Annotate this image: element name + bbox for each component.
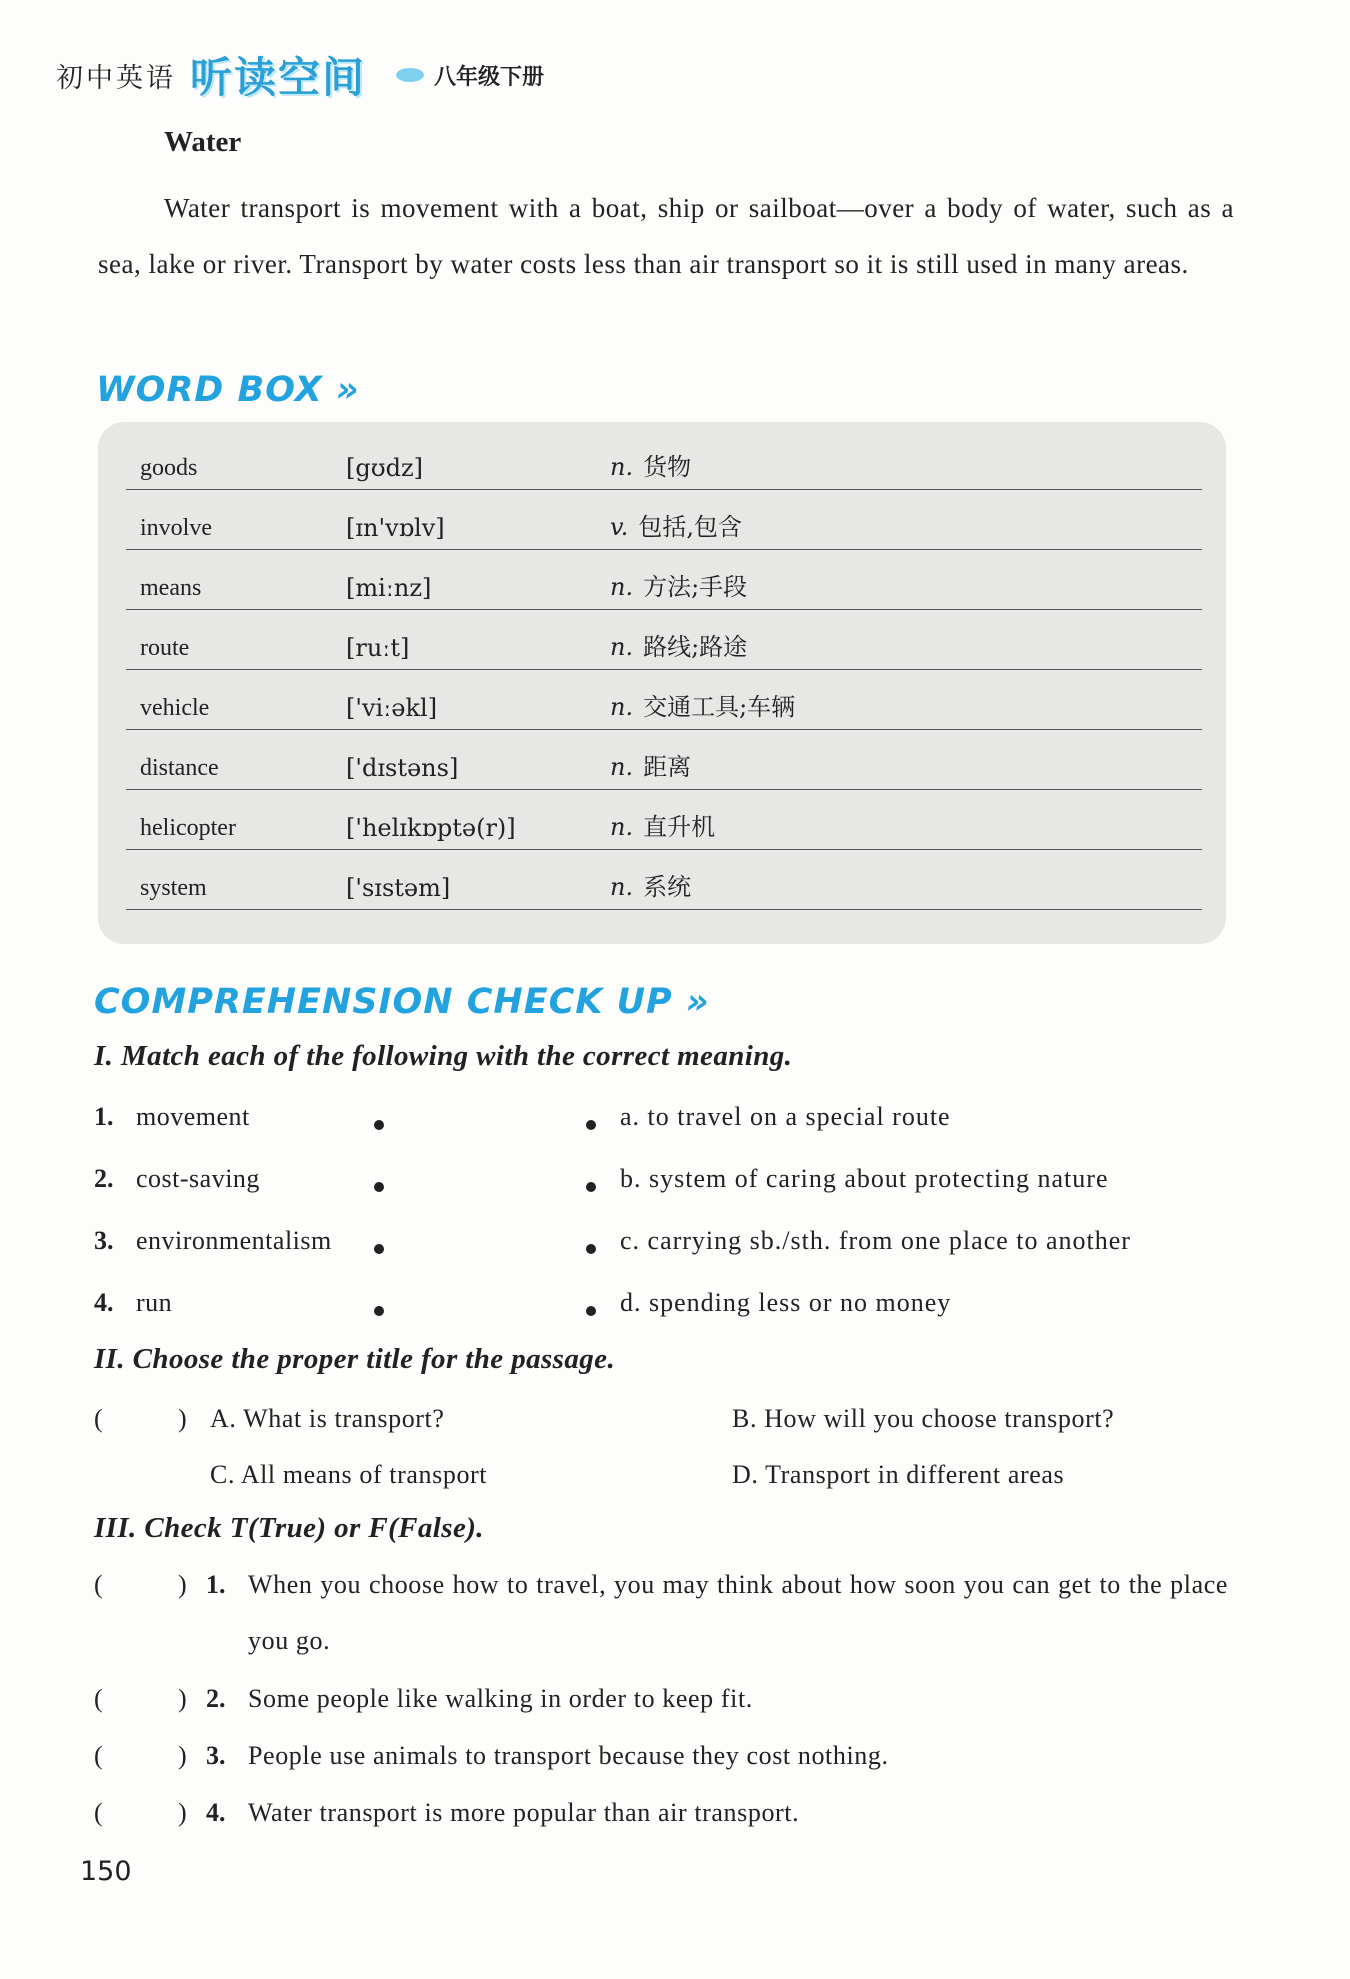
phonetic: ['viːəkl] xyxy=(346,694,438,722)
item-number: 4. xyxy=(206,1798,226,1827)
match-dot-left[interactable] xyxy=(374,1120,384,1130)
tf-statement: When you choose how to travel, you may think about how soon you can get to the place you go. xyxy=(248,1570,1228,1655)
match-term: run xyxy=(136,1288,173,1317)
word: route xyxy=(140,635,190,661)
match-term: environmentalism xyxy=(136,1226,332,1255)
tf-statement: Water transport is more popular than air transport. xyxy=(248,1798,800,1827)
match-dot-left[interactable] xyxy=(374,1244,384,1254)
part-of-speech: n. xyxy=(610,873,634,901)
word: vehicle xyxy=(140,695,210,721)
meaning-text: 路线;路途 xyxy=(643,633,748,661)
match-row xyxy=(94,1288,1244,1328)
meaning xyxy=(610,507,742,542)
word-row xyxy=(126,790,1202,850)
match-dot-left[interactable] xyxy=(374,1182,384,1192)
meaning-text: 货物 xyxy=(643,453,692,481)
meaning xyxy=(610,447,691,482)
word-row xyxy=(126,730,1202,790)
meaning-text: 包括,包含 xyxy=(638,513,742,541)
word-row xyxy=(126,490,1202,550)
item-number: 3. xyxy=(94,1226,114,1255)
page-header xyxy=(56,40,544,110)
meaning-text: 系统 xyxy=(643,873,692,901)
phonetic: [ruːt] xyxy=(346,634,410,662)
answer-paren-close[interactable]: ) xyxy=(178,1570,187,1599)
match-row xyxy=(94,1164,1244,1204)
word-row xyxy=(126,610,1202,670)
match-row xyxy=(94,1102,1244,1142)
part-of-speech: n. xyxy=(610,753,634,781)
match-row xyxy=(94,1226,1244,1266)
meaning xyxy=(610,567,747,602)
word: system xyxy=(140,875,207,901)
part-of-speech: n. xyxy=(610,693,634,721)
answer-paren-open[interactable]: ( xyxy=(94,1404,103,1433)
match-term: movement xyxy=(136,1102,250,1131)
item-number: 1. xyxy=(94,1102,114,1131)
answer-paren-open[interactable]: ( xyxy=(94,1798,103,1827)
match-dot-right[interactable] xyxy=(586,1306,596,1316)
part-of-speech: n. xyxy=(610,633,634,661)
match-definition: b. system of caring about protecting nature xyxy=(620,1164,1109,1193)
word: involve xyxy=(140,515,212,541)
meaning-text: 方法;手段 xyxy=(643,573,748,601)
item-number: 1. xyxy=(206,1570,226,1599)
word-box-heading: WORD BOX » xyxy=(96,370,360,410)
item-number: 2. xyxy=(206,1684,226,1713)
brand-logo-text: 听读空间 xyxy=(190,53,367,102)
match-dot-right[interactable] xyxy=(586,1244,596,1254)
part1-instruction: I. Match each of the following with the correct meaning. xyxy=(94,1040,793,1072)
match-definition: a. to travel on a special route xyxy=(620,1102,951,1131)
match-definition: d. spending less or no money xyxy=(620,1288,952,1317)
part-of-speech: v. xyxy=(610,513,629,541)
item-number: 2. xyxy=(94,1164,114,1193)
answer-paren-open[interactable]: ( xyxy=(94,1570,103,1599)
tf-statement: People use animals to transport because they cost nothing. xyxy=(248,1741,889,1770)
word-row xyxy=(126,670,1202,730)
phonetic: ['sɪstəm] xyxy=(346,874,451,902)
word: goods xyxy=(140,455,198,481)
match-dot-right[interactable] xyxy=(586,1182,596,1192)
passage-body: Water transport is movement with a boat, ship or sailboat—over a body of water, such as a sea, lake or river. Transport by water costs less than air transport so it is still used in many areas. xyxy=(98,193,1234,279)
answer-paren-close[interactable]: ) xyxy=(178,1404,187,1433)
phonetic: [miːnz] xyxy=(346,574,432,602)
meaning-text: 直升机 xyxy=(643,813,716,841)
word-row xyxy=(126,550,1202,610)
phonetic: ['helɪkɒptə(r)] xyxy=(346,814,516,842)
part-of-speech: n. xyxy=(610,813,634,841)
answer-paren-close[interactable]: ) xyxy=(178,1741,187,1770)
word: helicopter xyxy=(140,815,236,841)
match-term: cost-saving xyxy=(136,1164,260,1193)
meaning xyxy=(610,867,691,902)
meaning-text: 交通工具;车辆 xyxy=(643,693,796,721)
answer-paren-close[interactable]: ) xyxy=(178,1798,187,1827)
word: means xyxy=(140,575,202,601)
word-row xyxy=(126,850,1202,910)
grade-label: 八年级下册 xyxy=(434,64,545,90)
answer-paren-close[interactable]: ) xyxy=(178,1684,187,1713)
tf-statement: Some people like walking in order to keep fit. xyxy=(248,1684,753,1713)
match-definition: c. carrying sb./sth. from one place to another xyxy=(620,1226,1131,1255)
part-of-speech: n. xyxy=(610,573,634,601)
part-of-speech: n. xyxy=(610,453,634,481)
word-list xyxy=(126,430,1202,910)
comprehension-heading: COMPREHENSION CHECK UP » xyxy=(94,982,710,1022)
meaning xyxy=(610,687,795,722)
match-dot-right[interactable] xyxy=(586,1120,596,1130)
item-number: 3. xyxy=(206,1741,226,1770)
option-d: D. Transport in different areas xyxy=(732,1460,1065,1489)
answer-paren-open[interactable]: ( xyxy=(94,1684,103,1713)
option-a: A. What is transport? xyxy=(210,1404,445,1433)
word-box xyxy=(98,422,1226,944)
leaf-icon xyxy=(396,68,424,82)
option-c: C. All means of transport xyxy=(210,1460,488,1489)
answer-paren-open[interactable]: ( xyxy=(94,1741,103,1770)
phonetic: ['dɪstəns] xyxy=(346,754,459,782)
match-dot-left[interactable] xyxy=(374,1306,384,1316)
series-title: 初中英语 xyxy=(56,62,176,94)
meaning xyxy=(610,747,691,782)
phonetic: [ɪn'vɒlv] xyxy=(346,514,445,542)
phonetic: [gʊdz] xyxy=(346,454,423,482)
word-row xyxy=(126,430,1202,490)
part2-instruction: II. Choose the proper title for the passage. xyxy=(94,1343,616,1375)
option-b: B. How will you choose transport? xyxy=(732,1404,1115,1433)
grade-label-wrap xyxy=(396,60,544,91)
part3-instruction: III. Check T(True) or F(False). xyxy=(94,1512,484,1544)
meaning xyxy=(610,627,747,662)
passage-title: Water xyxy=(164,126,242,158)
meaning xyxy=(610,807,715,842)
page-number: 150 xyxy=(80,1856,132,1887)
item-number: 4. xyxy=(94,1288,114,1317)
word: distance xyxy=(140,755,219,781)
meaning-text: 距离 xyxy=(643,753,692,781)
